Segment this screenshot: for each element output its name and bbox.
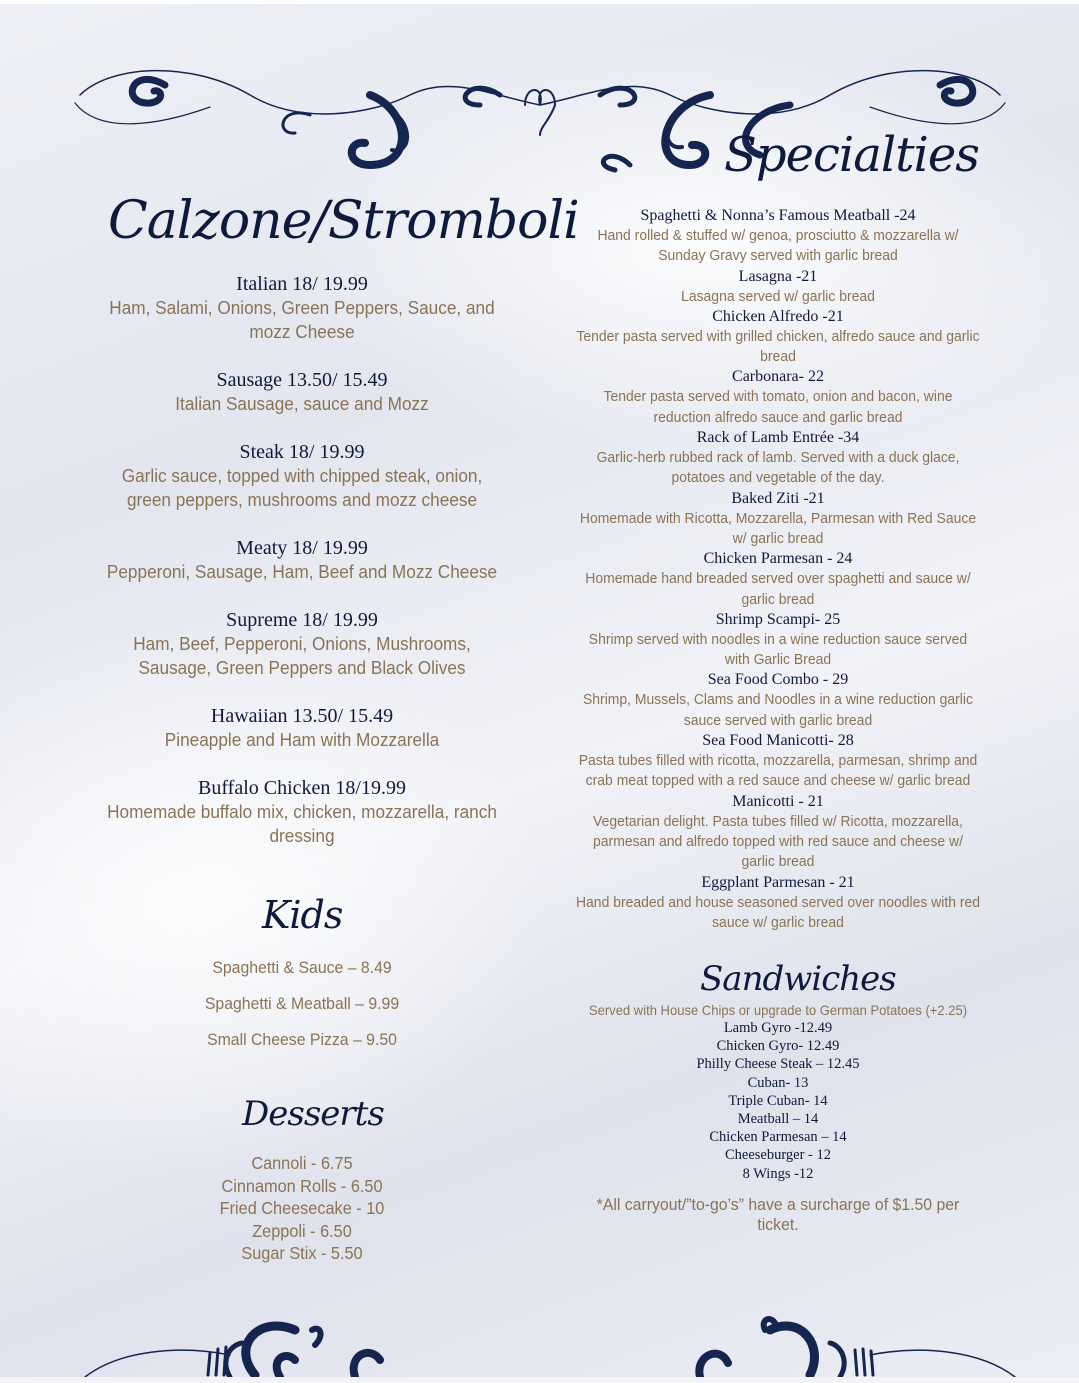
item-description: Pepperoni, Sausage, Ham, Beef and Mozz Cheese: [106, 561, 498, 582]
menu-item: [560, 489, 996, 550]
item-name: Sea Food Manicotti- 28: [702, 732, 854, 750]
item-name: Manicotti - 21: [732, 792, 824, 810]
menu-item: [92, 608, 512, 680]
sandwich-item: Cheeseburger - 12: [724, 1147, 832, 1164]
sandwiches-heading: Sandwiches: [700, 959, 896, 999]
item-name: Chicken Alfredo -21: [712, 307, 844, 325]
sandwich-item: Chicken Gyro- 12.49: [716, 1038, 840, 1055]
desserts-heading: Desserts: [242, 1094, 384, 1134]
sandwiches-section: [560, 1001, 996, 1183]
menu-item: [92, 704, 512, 752]
menu-item: [560, 610, 996, 671]
item-description: Shrimp, Mussels, Clams and Noodles in a wine reduction garlic sauce served with garlic bread: [582, 691, 973, 729]
menu-item: [560, 367, 996, 428]
item-description: Ham, Salami, Onions, Green Peppers, Sauce, and mozz Cheese: [109, 297, 495, 342]
item-name: Baked Ziti -21: [731, 489, 825, 507]
kids-item: Spaghetti & Sauce – 8.49: [212, 958, 392, 977]
menu-item: [92, 776, 512, 848]
item-name: Shrimp Scampi- 25: [715, 610, 841, 628]
item-name: Supreme 18/ 19.99: [226, 609, 378, 631]
item-name: Spaghetti & Nonna’s Famous Meatball -24: [640, 207, 916, 224]
item-description: Tender pasta served with tomato, onion and bacon, wine reduction alfredo sauce and garlic bread: [603, 388, 953, 426]
menu-item: [92, 536, 512, 584]
item-name: Sea Food Combo - 29: [707, 671, 849, 689]
item-description: Homemade hand breaded served over spaghetti and sauce w/ garlic bread: [585, 570, 971, 608]
item-description: Pasta tubes filled with ricotta, mozzarella, parmesan, shrimp and crab meat topped with a red sauce and cheese w/ garlic bread: [578, 752, 978, 790]
sandwich-item: Philly Cheese Steak – 12.45: [696, 1056, 860, 1073]
item-description: Hand rolled & stuffed w/ genoa, prosciutto & mozzarella w/ Sunday Gravy served with garlic bread: [597, 227, 959, 265]
sandwich-item: Meatball – 14: [737, 1111, 819, 1128]
menu-item: [560, 206, 996, 267]
item-name: Lasagna -21: [738, 267, 818, 285]
menu-item: [560, 428, 996, 489]
sandwich-item: Chicken Parmesan – 14: [709, 1129, 847, 1146]
page-bottom-edge: [0, 1377, 1079, 1383]
sandwich-item: Cuban- 13: [747, 1074, 809, 1091]
dessert-item: Zeppoli - 6.50: [252, 1220, 352, 1241]
item-name: Carbonara- 22: [732, 368, 824, 386]
item-description: Italian Sausage, sauce and Mozz: [175, 393, 429, 414]
surcharge-note-wrap: [560, 1195, 996, 1235]
item-description: Lasagna served w/ garlic bread: [681, 287, 875, 305]
kids-item: Small Cheese Pizza – 9.50: [207, 1030, 397, 1049]
kids-item: Spaghetti & Meatball – 9.99: [204, 994, 400, 1013]
sandwiches-note: Served with House Chips or upgrade to German Potatoes (+2.25): [588, 1002, 968, 1018]
item-name: Eggplant Parmesan - 21: [701, 873, 855, 891]
menu-item: [92, 440, 512, 512]
menu-item: [560, 549, 996, 610]
item-description: Tender pasta served with grilled chicken, alfredo sauce and garlic bread: [576, 327, 980, 366]
item-name: Steak 18/ 19.99: [239, 441, 365, 463]
calzone-stromboli-heading: Calzone/Stromboli: [108, 191, 579, 251]
specialties-heading: Specialties: [724, 127, 979, 183]
item-description: Shrimp served with noodles in a wine reduction sauce served with Garlic Bread: [588, 630, 968, 669]
item-name: Buffalo Chicken 18/19.99: [198, 777, 406, 799]
item-name: Hawaiian 13.50/ 15.49: [210, 705, 394, 727]
item-description: Ham, Beef, Pepperoni, Onions, Mushrooms, Sausage, Green Peppers and Black Olives: [133, 633, 471, 678]
bottom-left-scroll-ornament: [80, 1305, 400, 1380]
specialties-section: [560, 206, 996, 933]
menu-item: [92, 272, 512, 344]
item-name: Chicken Parmesan - 24: [703, 550, 853, 568]
dessert-item: Cannoli - 6.75: [251, 1153, 353, 1173]
menu-item: [560, 873, 996, 934]
kids-section: [92, 950, 512, 1058]
menu-item: [560, 731, 996, 792]
item-description: Homemade with Ricotta, Mozzarella, Parmesan with Red Sauce w/ garlic bread: [579, 509, 977, 547]
item-name: Italian 18/ 19.99: [236, 273, 368, 295]
kids-heading: Kids: [262, 893, 343, 937]
calzone-section: [92, 272, 512, 872]
menu-item: [92, 368, 512, 416]
sandwich-item: Lamb Gyro -12.49: [723, 1020, 833, 1036]
bottom-right-scroll-ornament: [690, 1305, 1020, 1380]
dessert-item: Sugar Stix - 5.50: [241, 1243, 363, 1263]
item-name: Rack of Lamb Entrée -34: [696, 429, 860, 447]
item-description: Garlic sauce, topped with chipped steak, onion, green peppers, mushrooms and mozz cheese: [121, 465, 483, 510]
sandwich-item: 8 Wings -12: [742, 1165, 814, 1182]
menu-item: [560, 267, 996, 307]
dessert-item: Cinnamon Rolls - 6.50: [221, 1175, 383, 1196]
item-description: Vegetarian delight. Pasta tubes filled w/ Ricotta, mozzarella, parmesan and alfredo topped with red sauce and cheese w/ garlic bread: [593, 812, 963, 871]
item-name: Meaty 18/ 19.99: [236, 537, 368, 559]
item-description: Hand breaded and house seasoned served over noodles with red sauce w/ garlic bread: [575, 893, 981, 931]
item-description: Garlic-herb rubbed rack of lamb. Served with a duck glace, potatoes and vegetable of the day.: [596, 449, 960, 487]
item-description: Pineapple and Ham with Mozzarella: [164, 729, 440, 750]
menu-item: [560, 307, 996, 368]
desserts-section: [92, 1152, 512, 1265]
surcharge-note: *All carryout/”to-go’s” have a surcharge of $1.50 per ticket.: [596, 1195, 960, 1234]
item-description: Homemade buffalo mix, chicken, mozzarella, ranch dressing: [107, 801, 497, 846]
menu-item: [560, 670, 996, 731]
page-top-edge: [0, 0, 1079, 4]
sandwich-item: Triple Cuban- 14: [728, 1092, 828, 1109]
item-name: Sausage 13.50/ 15.49: [216, 369, 388, 391]
menu-item: [560, 792, 996, 873]
dessert-item: Fried Cheesecake - 10: [219, 1198, 385, 1218]
